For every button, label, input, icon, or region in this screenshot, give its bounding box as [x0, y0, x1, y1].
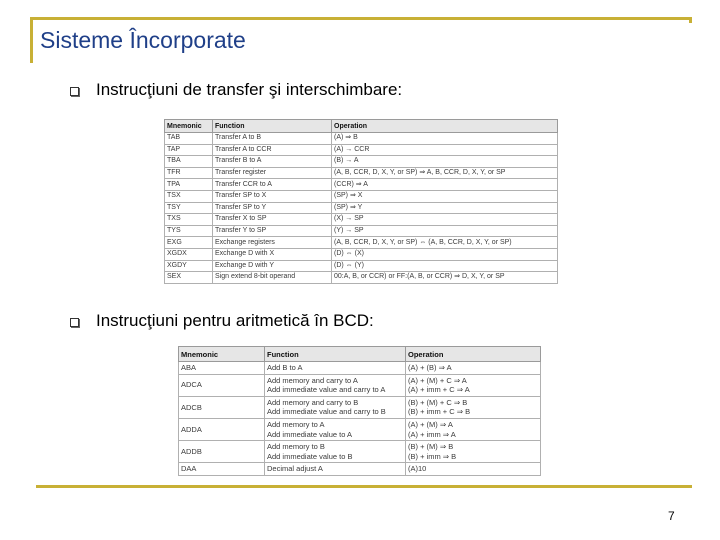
- function-line: Add memory and carry to B: [267, 397, 359, 407]
- function-line: Decimal adjust A: [267, 464, 323, 474]
- function-cell: Transfer Y to SP: [213, 225, 332, 237]
- table-row: [165, 144, 558, 156]
- operation-cell: (D) ⇔ (Y): [332, 260, 558, 272]
- mnemonic-cell: TXS: [165, 214, 213, 226]
- mnemonic-cell: TPA: [165, 179, 213, 191]
- bullet-text: Instrucţiuni pentru aritmetică în BCD:: [96, 311, 374, 330]
- function-cell: Transfer SP to X: [213, 190, 332, 202]
- operation-cell: (A) → CCR: [332, 144, 558, 156]
- function-cell: [265, 463, 406, 476]
- mnemonic-cell: ADCB: [179, 396, 265, 418]
- operation-line: (B) + (M) + C ⇒ B: [408, 397, 468, 407]
- operation-line: (B) + imm ⇒ B: [408, 451, 457, 461]
- table-row: [179, 362, 541, 375]
- operation-cell: [406, 396, 541, 418]
- operation-cell: [406, 374, 541, 396]
- bullet-text: Instrucţiuni de transfer şi interschimbare:: [96, 80, 403, 99]
- function-cell: Sign extend 8-bit operand: [213, 272, 332, 284]
- function-cell: Transfer A to CCR: [213, 144, 332, 156]
- table-row: [165, 272, 558, 284]
- function-cell: [265, 374, 406, 396]
- frame-bottom-line: [36, 485, 692, 488]
- operation-cell: (CCR) ⇒ A: [332, 179, 558, 191]
- column-header: Operation: [406, 347, 541, 362]
- mnemonic-cell: TAB: [165, 133, 213, 145]
- operation-cell: [406, 418, 541, 440]
- column-header: Function: [265, 347, 406, 362]
- operation-line: (A)10: [408, 464, 427, 474]
- function-line: Add memory and carry to A: [267, 375, 358, 385]
- function-line: Add B to A: [267, 363, 303, 372]
- slide-title: Sisteme Încorporate: [40, 27, 246, 53]
- function-line: Add immediate value and carry to A: [267, 385, 386, 395]
- table-row: [165, 237, 558, 249]
- table-row: [165, 179, 558, 191]
- bullet-transfer: [70, 80, 402, 100]
- table-row: [179, 418, 541, 440]
- function-cell: [265, 396, 406, 418]
- table-header-row: [179, 347, 541, 362]
- mnemonic-cell: SEX: [165, 272, 213, 284]
- table-row: [179, 441, 541, 463]
- function-line: Add immediate value to A: [267, 429, 353, 439]
- function-line: Add memory to A: [267, 419, 325, 429]
- table-row: [165, 214, 558, 226]
- mnemonic-cell: XGDY: [165, 260, 213, 272]
- operation-line: (A) + (M) ⇒ A: [408, 419, 453, 429]
- table-row: [165, 248, 558, 260]
- function-cell: [265, 441, 406, 463]
- function-cell: Transfer X to SP: [213, 214, 332, 226]
- operation-cell: (D) ⇔ (X): [332, 248, 558, 260]
- function-line: Add immediate value to B: [267, 451, 353, 461]
- mnemonic-cell: TAP: [165, 144, 213, 156]
- column-header: Mnemonic: [179, 347, 265, 362]
- table-row: [165, 156, 558, 168]
- operation-cell: (A, B, CCR, D, X, Y, or SP) ⇒ A, B, CCR, D, X, Y, or SP: [332, 167, 558, 179]
- table-row: [165, 167, 558, 179]
- function-cell: Transfer CCR to A: [213, 179, 332, 191]
- operation-cell: [406, 463, 541, 476]
- mnemonic-cell: XGDX: [165, 248, 213, 260]
- operation-cell: (Y) → SP: [332, 225, 558, 237]
- mnemonic-cell: EXG: [165, 237, 213, 249]
- function-cell: Transfer A to B: [213, 133, 332, 145]
- operation-cell: [406, 441, 541, 463]
- mnemonic-cell: DAA: [179, 463, 265, 476]
- page-number: 7: [668, 509, 675, 523]
- mnemonic-cell: TFR: [165, 167, 213, 179]
- table-row: [179, 463, 541, 476]
- frame-left-line: [30, 17, 33, 63]
- bcd-table: [178, 346, 541, 476]
- table-row: [165, 202, 558, 214]
- operation-line: (B) + imm + C ⇒ B: [408, 407, 471, 417]
- transfer-table: [164, 119, 558, 284]
- operation-cell: (A, B, CCR, D, X, Y, or SP) ⇔ (A, B, CCR, D, X, Y, or SP): [332, 237, 558, 249]
- operation-line: (A) + (B) ⇒ A: [408, 363, 452, 372]
- square-bullet-icon: [70, 87, 79, 96]
- function-line: Add memory to B: [267, 442, 325, 452]
- table-row: [165, 260, 558, 272]
- function-cell: Exchange D with X: [213, 248, 332, 260]
- operation-cell: (X) → SP: [332, 214, 558, 226]
- column-header: Mnemonic: [165, 120, 213, 133]
- mnemonic-cell: ADDA: [179, 418, 265, 440]
- table-header-row: [165, 120, 558, 133]
- function-cell: Exchange D with Y: [213, 260, 332, 272]
- function-line: Add immediate value and carry to B: [267, 407, 386, 417]
- operation-cell: [406, 362, 541, 375]
- operation-line: (B) + (M) ⇒ B: [408, 442, 454, 452]
- mnemonic-cell: TSX: [165, 190, 213, 202]
- operation-line: (A) + imm + C ⇒ A: [408, 385, 470, 395]
- mnemonic-cell: ABA: [179, 362, 265, 375]
- function-cell: [265, 362, 406, 375]
- operation-cell: (SP) ⇒ X: [332, 190, 558, 202]
- mnemonic-cell: ADCA: [179, 374, 265, 396]
- operation-cell: (SP) ⇒ Y: [332, 202, 558, 214]
- mnemonic-cell: TYS: [165, 225, 213, 237]
- frame-corner-mark: [689, 17, 692, 23]
- function-cell: Transfer B to A: [213, 156, 332, 168]
- frame-top-line: [30, 17, 692, 20]
- mnemonic-cell: TSY: [165, 202, 213, 214]
- mnemonic-cell: TBA: [165, 156, 213, 168]
- operation-cell: 00:A, B, or CCR) or FF:(A, B, or CCR) ⇒ D, X, Y, or SP: [332, 272, 558, 284]
- function-cell: Transfer register: [213, 167, 332, 179]
- table-row: [165, 225, 558, 237]
- mnemonic-cell: ADDB: [179, 441, 265, 463]
- table-row: [179, 396, 541, 418]
- operation-cell: (A) ⇒ B: [332, 133, 558, 145]
- table-row: [179, 374, 541, 396]
- function-cell: Transfer SP to Y: [213, 202, 332, 214]
- operation-line: (A) + (M) + C ⇒ A: [408, 375, 467, 385]
- function-cell: Exchange registers: [213, 237, 332, 249]
- operation-line: (A) + imm ⇒ A: [408, 429, 456, 439]
- table-row: [165, 133, 558, 145]
- column-header: Function: [213, 120, 332, 133]
- column-header: Operation: [332, 120, 558, 133]
- square-bullet-icon: [70, 318, 79, 327]
- table-row: [165, 190, 558, 202]
- operation-cell: (B) → A: [332, 156, 558, 168]
- function-cell: [265, 418, 406, 440]
- bullet-bcd: [70, 311, 374, 331]
